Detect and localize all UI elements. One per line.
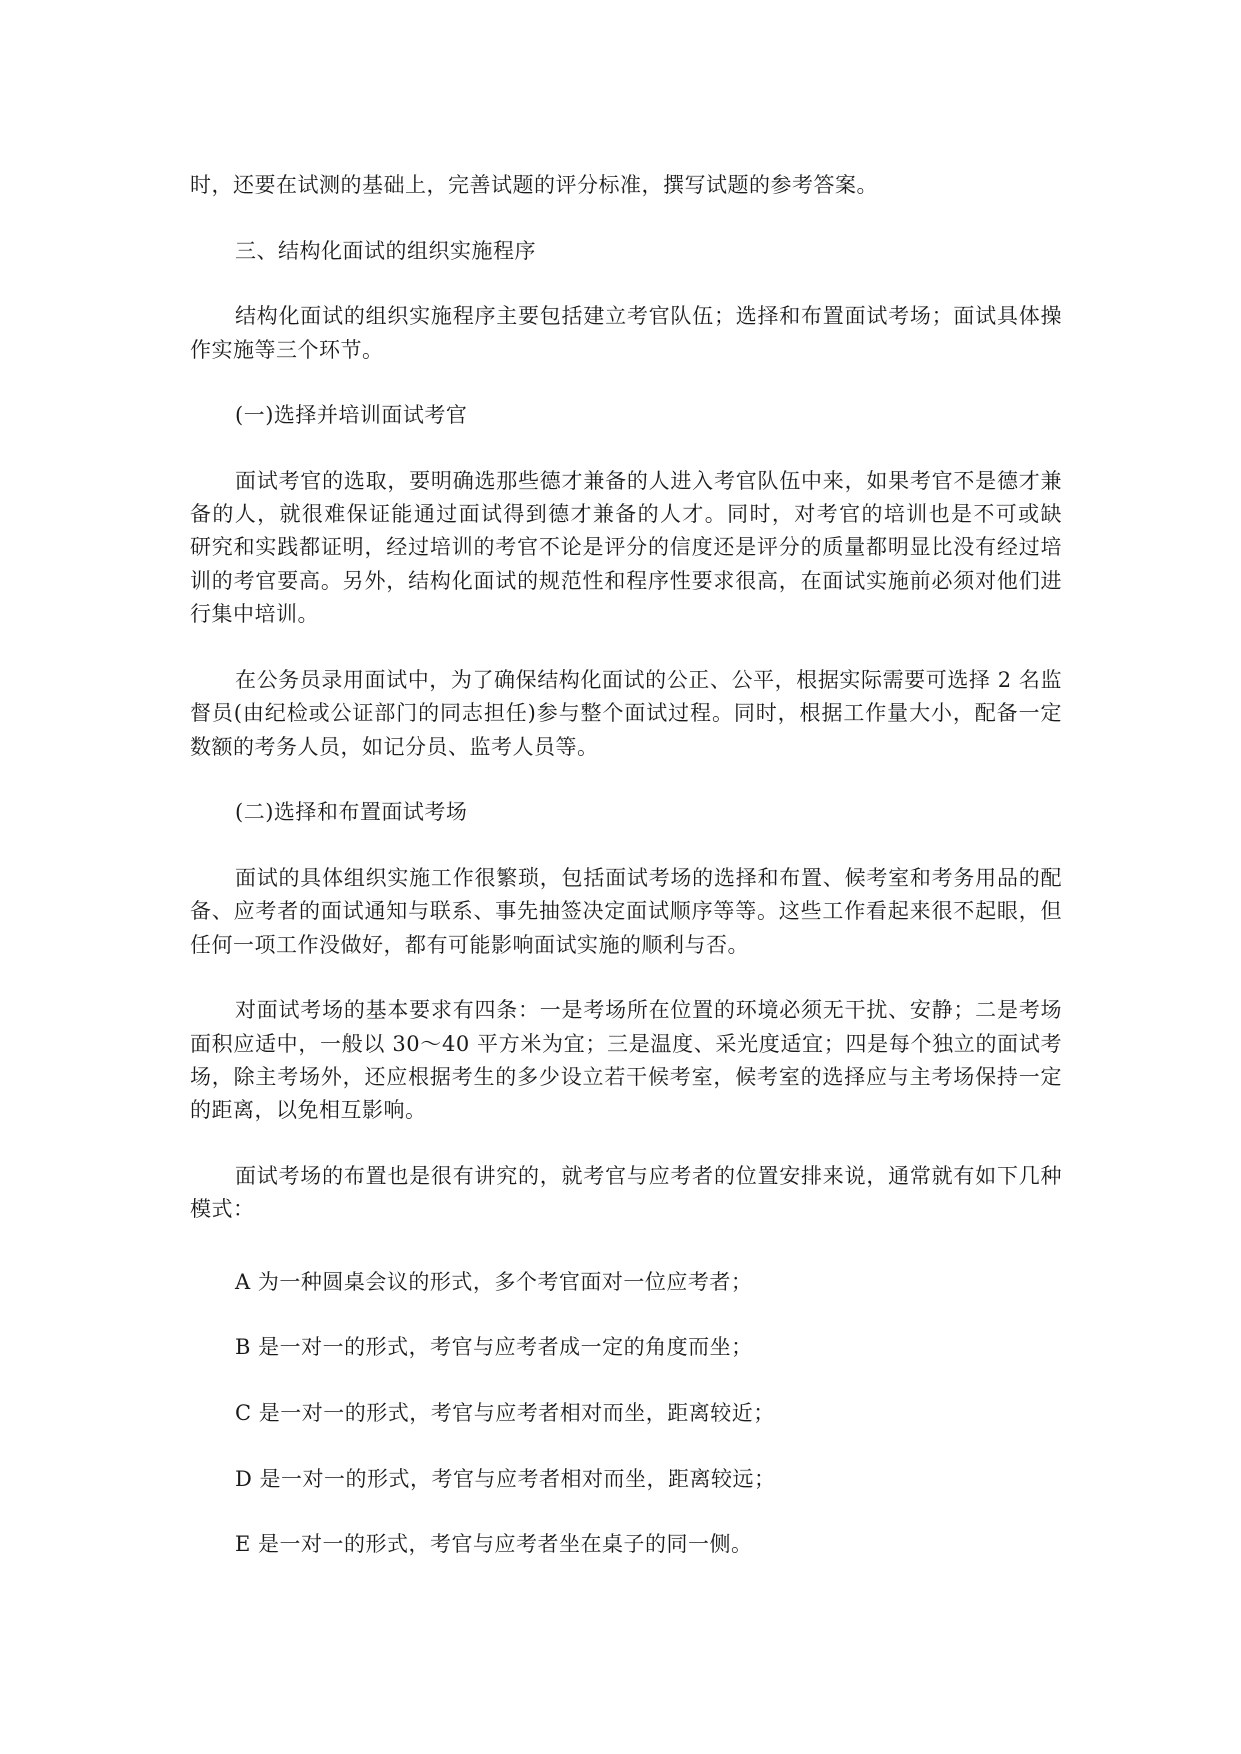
text-line: 训的考官要高。另外，结构化面试的规范性和程序性要求很高，在面试实施前必须对他们进: [190, 568, 1062, 593]
mode-item-b: [190, 1331, 1062, 1364]
text-line: 研究和实践都证明，经过培训的考官不论是评分的信度还是评分的质量都明显比没有经过培: [190, 535, 1062, 560]
list-item: B 是一对一的形式，考官与应考者成一定的角度而坐；: [235, 1335, 753, 1360]
body-paragraph: [190, 994, 1062, 1128]
text-line: 的距离，以免相互影响。: [190, 1098, 427, 1123]
mode-item-d: [190, 1463, 1062, 1496]
text-line: 时，还要在试测的基础上，完善试题的评分标准，撰写试题的参考答案。: [190, 173, 878, 197]
body-paragraph: [190, 1160, 1062, 1227]
subsection-heading-2: [190, 796, 1062, 829]
mode-item-e: [190, 1528, 1062, 1561]
subsection-heading-text: (二)选择和布置面试考场: [235, 800, 468, 825]
mode-item-c: [190, 1397, 1062, 1430]
text-line: 面积应适中，一般以 30～40 平方米为宜；三是温度、采光度适宜；四是每个独立的面试考: [190, 1031, 1062, 1056]
text-line: 作实施等三个环节。: [190, 337, 384, 362]
subsection-heading-text: (一)选择并培训面试考官: [235, 403, 468, 428]
text-line: 面试考场的布置也是很有讲究的，就考官与应考者的位置安排来说，通常就有如下几种: [235, 1163, 1062, 1188]
subsection-heading-1: [190, 399, 1062, 432]
body-paragraph: [190, 664, 1062, 764]
text-line: 任何一项工作没做好，都有可能影响面试实施的顺利与否。: [190, 932, 749, 957]
list-item: C 是一对一的形式，考官与应考者相对而坐，距离较近；: [235, 1401, 775, 1426]
mode-item-a: [190, 1259, 1062, 1299]
list-item: A 为一种圆桌会议的形式，多个考官面对一位应考者；: [235, 1269, 753, 1294]
text-line: 模式：: [190, 1197, 255, 1222]
text-line: 备、应考者的面试通知与联系、事先抽签决定面试顺序等等。这些工作看起来很不起眼，但: [190, 899, 1062, 924]
text-line: 数额的考务人员，如记分员、监考人员等。: [190, 734, 599, 759]
text-line: 结构化面试的组织实施程序主要包括建立考官队伍；选择和布置面试考场；面试具体操: [235, 304, 1062, 329]
section-heading: [190, 235, 1062, 268]
text-line: 备的人，就很难保证能通过面试得到德才兼备的人才。同时，对考官的培训也是不可或缺: [190, 502, 1062, 527]
continuation-paragraph: [190, 169, 1062, 202]
list-item: D 是一对一的形式，考官与应考者相对而坐，距离较远；: [235, 1466, 776, 1491]
body-paragraph: [190, 465, 1062, 632]
document-body: [190, 169, 1062, 1594]
text-line: 对面试考场的基本要求有四条：一是考场所在位置的环境必须无干扰、安静；二是考场: [235, 998, 1062, 1023]
list-item: E 是一对一的形式，考官与应考者坐在桌子的同一侧。: [235, 1532, 753, 1557]
text-line: 场，除主考场外，还应根据考生的多少设立若干候考室，候考室的选择应与主考场保持一定: [190, 1064, 1062, 1089]
text-line: 在公务员录用面试中，为了确保结构化面试的公正、公平，根据实际需要可选择 2 名监: [235, 667, 1062, 692]
text-line: 面试考官的选取，要明确选那些德才兼备的人进入考官队伍中来，如果考官不是德才兼: [235, 468, 1062, 493]
body-paragraph: [190, 862, 1062, 962]
text-line: 督员(由纪检或公证部门的同志担任)参与整个面试过程。同时，根据工作量大小，配备一定: [190, 701, 1062, 726]
text-line: 面试的具体组织实施工作很繁琐，包括面试考场的选择和布置、候考室和考务用品的配: [235, 865, 1062, 890]
section-intro-paragraph: [190, 300, 1062, 367]
text-line: 行集中培训。: [190, 602, 319, 627]
section-heading-text: 三、结构化面试的组织实施程序: [235, 238, 536, 263]
